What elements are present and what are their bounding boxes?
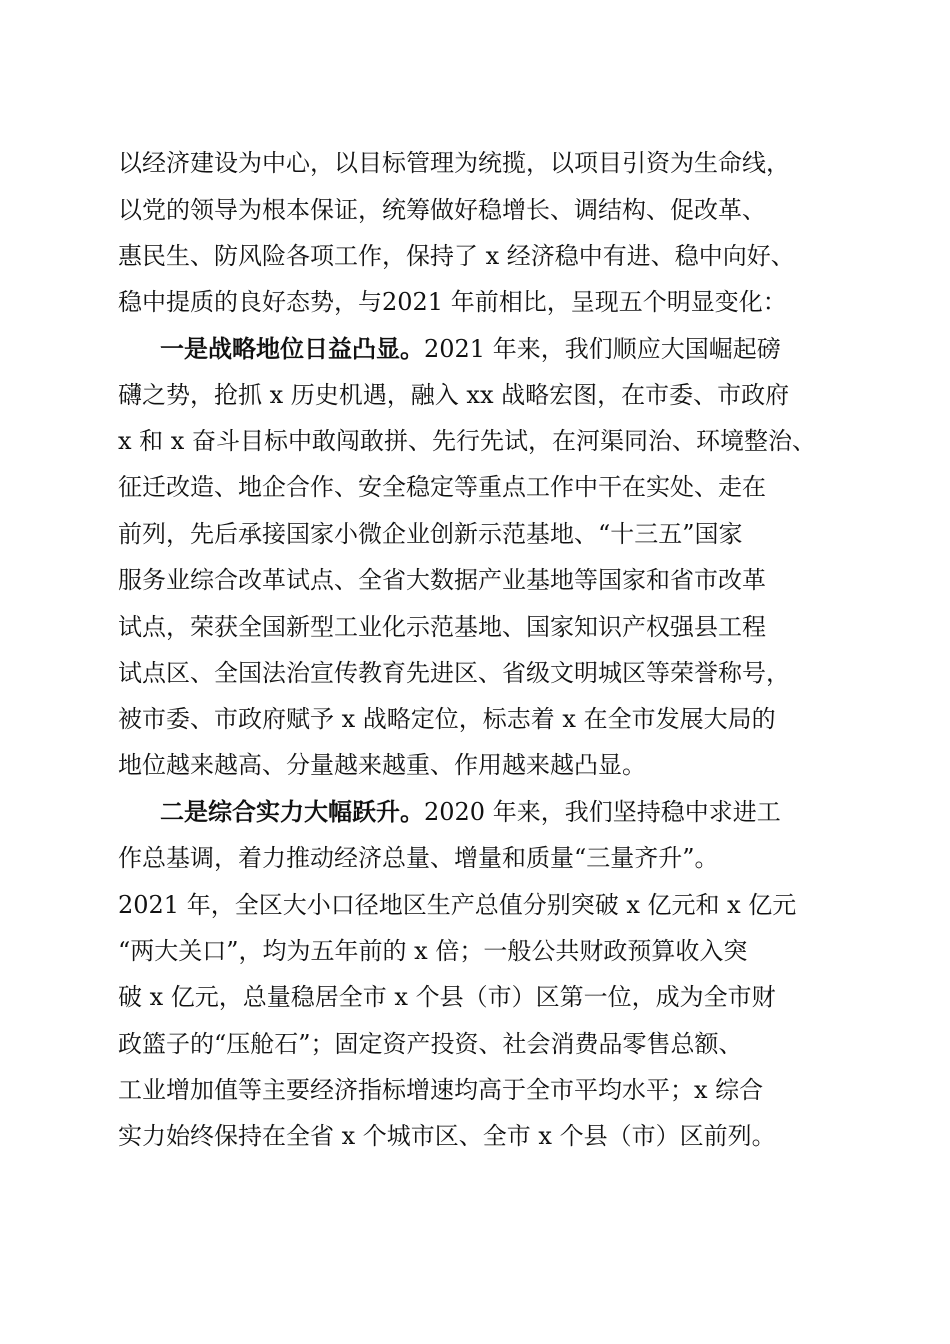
section1-lead: 一是战略地位日益凸显。 (160, 334, 424, 363)
section1-line: 被市委、市政府赋予 x 战略定位，标志着 x 在全市发展大局的 (118, 705, 776, 733)
intro-line-3: 惠民生、防风险各项工作，保持了 x 经济稳中有进、稳中向好、 (118, 242, 795, 270)
section2-lead: 二是综合实力大幅跃升。 (160, 797, 424, 826)
section2-line: 破 x 亿元，总量稳居全市 x 个县（市）区第一位，成为全市财 (118, 983, 776, 1011)
section1-line: 试点区、全国法治宣传教育先进区、省级文明城区等荣誉称号， (118, 659, 790, 687)
section1-line: 地位越来越高、分量越来越重、作用越来越凸显。 (118, 751, 646, 779)
section2-line: 2021 年，全区大小口径地区生产总值分别突破 x 亿元和 x 亿元 (118, 891, 797, 919)
section2-line: 实力始终保持在全省 x 个城市区、全市 x 个县（市）区前列。 (118, 1122, 776, 1150)
section1-line: 礴之势，抢抓 x 历史机遇，融入 xx 战略宏图，在市委、市政府 (118, 381, 790, 409)
intro-line-1: 以经济建设为中心，以目标管理为统揽，以项目引资为生命线， (118, 149, 790, 177)
intro-line-2: 以党的领导为根本保证，统筹做好稳增长、调结构、促改革、 (118, 196, 766, 224)
section1-line: 试点，荣获全国新型工业化示范基地、国家知识产权强县工程 (118, 613, 766, 641)
section2-first-line-rest: 2020 年来，我们坚持稳中求进工 (424, 798, 781, 826)
section2-line: “两大关口”，均为五年前的 x 倍；一般公共财政预算收入突 (118, 937, 748, 965)
section1-first-line-rest: 2021 年来，我们顺应大国崛起磅 (424, 335, 781, 363)
section1-line: 前列，先后承接国家小微企业创新示范基地、“十三五”国家 (118, 520, 743, 548)
section2-line: 作总基调，着力推动经济总量、增量和质量“三量齐升”。 (118, 844, 719, 872)
section2-line: 工业增加值等主要经济指标增速均高于全市平均水平；x 综合 (118, 1076, 764, 1104)
section2-line: 政篮子的“压舱石”；固定资产投资、社会消费品零售总额、 (118, 1030, 743, 1058)
section1-line: 服务业综合改革试点、全省大数据产业基地等国家和省市改革 (118, 566, 766, 594)
section1-line: 征迁改造、地企合作、安全稳定等重点工作中干在实处、走在 (118, 473, 766, 501)
section1-first-line (160, 329, 832, 369)
section2-first-line (160, 792, 832, 832)
intro-line-4: 稳中提质的良好态势，与2021 年前相比，呈现五个明显变化： (118, 288, 787, 316)
section1-line: x 和 x 奋斗目标中敢闯敢拼、先行先试，在河渠同治、环境整治、 (118, 427, 816, 455)
